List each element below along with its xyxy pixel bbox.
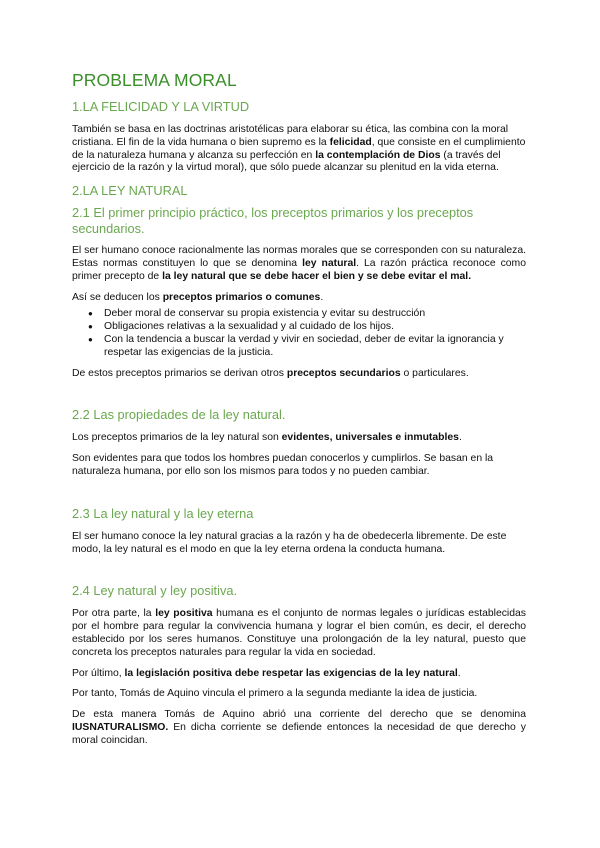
section-2-heading: 2.LA LEY NATURAL — [72, 183, 188, 199]
subsection-2-4-paragraph-2: Por último, la legislación positiva debe respetar las exigencias de la ley natural. — [72, 667, 461, 679]
subsection-2-2-paragraph-2: Son evidentes para que todos los hombres puedan conocerlos y cumplirlos. Se basan en la naturaleza humana, por ello son los mismos para todos y no pueden cambiar. — [72, 453, 494, 477]
list-item: ● Obligaciones relativas a la sexualidad y al cuidado de los hijos. — [88, 321, 394, 333]
subsection-2-4-paragraph-3: Por tanto, Tomás de Aquino vincula el primero a la segunda mediante la idea de justicia. — [72, 688, 478, 700]
bullet-icon: ● — [88, 334, 93, 344]
section-1-paragraph: También se basa en las doctrinas aristotélicas para elaborar su ética, las combina con la moral cristiana. El fin de la vida humana o bien supremo es la felicidad, que consiste en el cumplimiento de la naturaleza humana y alcanza su perfección en la contemplación de Dios (a través del ejercicio de la razón y la virtud moral), que sólo puede alcanzar su plenitud en la vida eterna. — [72, 124, 526, 174]
bullet-icon: ● — [88, 322, 93, 332]
subsection-2-2-paragraph-1: Los preceptos primarios de la ley natural son evidentes, universales e inmutables. — [72, 432, 462, 444]
primary-precepts-list — [72, 308, 526, 359]
document-body — [72, 70, 526, 756]
bullet-icon: ● — [88, 309, 93, 319]
list-item: ● Con la tendencia a buscar la verdad y vivir en sociedad, deber de evitar la ignorancia y respetar las exigencias de la justicia. — [88, 333, 504, 358]
list-item: ● Deber moral de conservar su propia existencia y evitar su destrucción — [88, 308, 426, 320]
subsection-2-1-paragraph-1: El ser humano conoce racionalmente las normas morales que se corresponden con su naturaleza. Estas normas constituyen lo que se denomina ley natural. La razón práctica reconoce como primer precepto de la ley natural que se debe hacer el bien y se debe evitar el mal. — [72, 245, 526, 282]
subsection-2-4-paragraph-4: De esta manera Tomás de Aquino abrió una corriente del derecho que se denomina IUSNATURALISMO. En dicha corriente se defiende entonces la necesidad de que derecho y moral coincidan. — [72, 709, 526, 746]
subsection-2-3-heading: 2.3 La ley natural y la ley eterna — [72, 505, 254, 521]
subsection-2-4-paragraph-1: Por otra parte, la ley positiva humana es el conjunto de normas legales o jurídicas establecidas por el hombre para regular la convivencia humana y lograr el bien común, es decir, el derecho establecido por los seres humanos. Constituye una prolongación de la ley natural, puesto que concreta los preceptos naturales para regular la vida en sociedad. — [72, 608, 526, 658]
subsection-2-2-heading: 2.2 Las propiedades de la ley natural. — [72, 407, 286, 423]
subsection-2-3-paragraph: El ser humano conoce la ley natural gracias a la razón y ha de obedecerla libremente. De este modo, la ley natural es el modo en que la ley eterna ordena la conducta humana. — [72, 530, 507, 555]
subsection-2-1-heading: 2.1 El primer principio práctico, los preceptos primarios y los preceptos secundarios. — [72, 205, 474, 237]
subsection-2-1-paragraph-2: Así se deducen los preceptos primarios o comunes. — [72, 291, 324, 303]
subsection-2-4-heading: 2.4 Ley natural y ley positiva. — [72, 583, 238, 599]
document-title: PROBLEMA MORAL — [72, 70, 237, 90]
subsection-2-1-paragraph-3: De estos preceptos primarios se derivan otros preceptos secundarios o particulares. — [72, 367, 469, 379]
section-1-heading: 1.LA FELICIDAD Y LA VIRTUD — [72, 99, 250, 114]
